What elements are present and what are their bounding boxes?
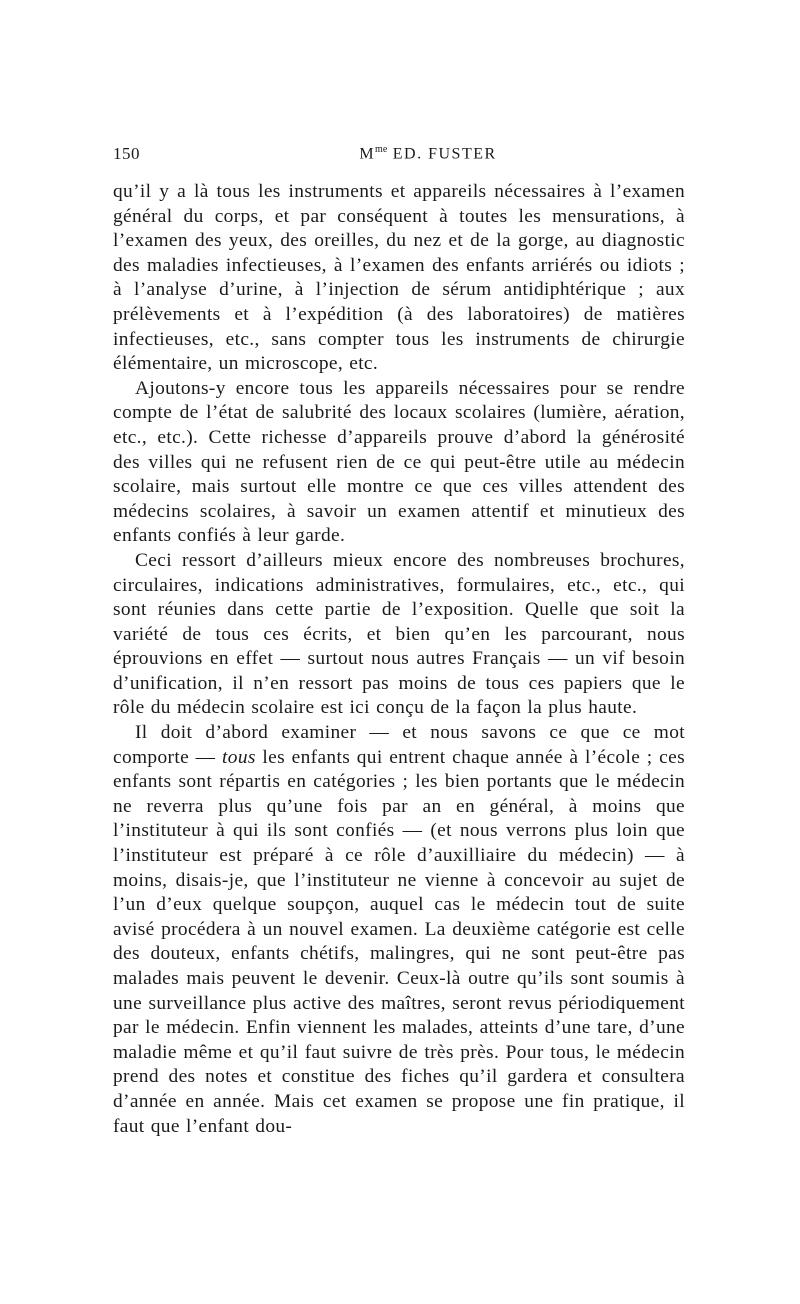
paragraph-1: qu’il y a là tous les instruments et appareils nécessaires à l’examen général du corps, et par conséquent à toutes les mensurations, à l’examen des yeux, des oreilles, du nez et de la gorge, au diagnostic des maladies infectieuses, à l’examen des enfants arriérés ou idiots ; à l’analyse d’urine, à l’injection de sérum antidiphtérique ; aux prélèvements et à l’expédition (à des laboratoires) de matières infectieuses, etc., sans compter tous les instruments de chirurgie élémentaire, un microscope, etc. [113,181,685,375]
author-prefix: M [359,145,376,163]
page-number: 150 [113,144,140,163]
author-name: ED. FUSTER [387,145,497,163]
paragraph-4-part-2: les enfants qui entrent chaque année à l’école ; ces enfants sont répartis en catégories ; les bien portants que le médecin ne reverra plus qu’une fois par an en général, à moins que l’instituteur à qui ils sont confiés — (et nous verrons plus loin que l’instituteur est préparé à ce rôle d’auxilliaire du médecin) — à moins, disais-je, que l’instituteur ne vienne à concevoir au sujet de l’un d’eux quelque soupçon, auquel cas le médecin tout de suite avisé procédera à un nouvel examen. La deuxième catégorie est celle des douteux, enfants chétifs, malingres, qui ne sont peut-être pas malades mais peuvent le devenir. Ceux-là outre qu’ils sont soumis à une surveillance plus active des maîtres, seront revus périodiquement par le médecin. Enfin viennent les malades, atteints d’une tare, d’une maladie même et qu’il faut suivre de très près. Pour tous, le médecin prend des notes et constitue des fiches qu’il gardera et consultera d’année en année. Mais cet examen se propose une fin pratique, il faut que l’enfant dou- [113,746,685,1137]
author-prefix-superscript: me [375,144,388,155]
paragraph-4 [113,721,685,1139]
emphasis-tous: tous [222,746,256,768]
running-head [113,144,683,163]
paragraph-4-part-1: Il doit d’abord examiner — et nous savons ce que ce mot comporte — [113,722,685,768]
body-text [113,180,685,1139]
page-header [113,144,683,166]
paragraph-3: Ceci ressort d’ailleurs mieux encore des nombreuses brochures, circulaires, indications administratives, formulaires, etc., etc., qui sont réunies dans cette partie de l’exposition. Quelle que soit la variété de tous ces écrits, et bien qu’en les parcourant, nous éprouvions en effet — surtout nous autres Français — un vif besoin d’unification, il n’en ressort pas moins de tous ces papiers que le rôle du médecin scolaire est ici conçu de la façon la plus haute. [113,549,685,719]
paragraph-2: Ajoutons-y encore tous les appareils nécessaires pour se rendre compte de l’état de salubrité des locaux scolaires (lumière, aération, etc., etc.). Cette richesse d’appareils prouve d’abord la générosité des villes qui ne refusent rien de ce qui peut-être utile au médecin scolaire, mais surtout elle montre ce que ces villes attendent des médecins scolaires, à savoir un examen attentif et minutieux des enfants confiés à leur garde. [113,377,685,547]
